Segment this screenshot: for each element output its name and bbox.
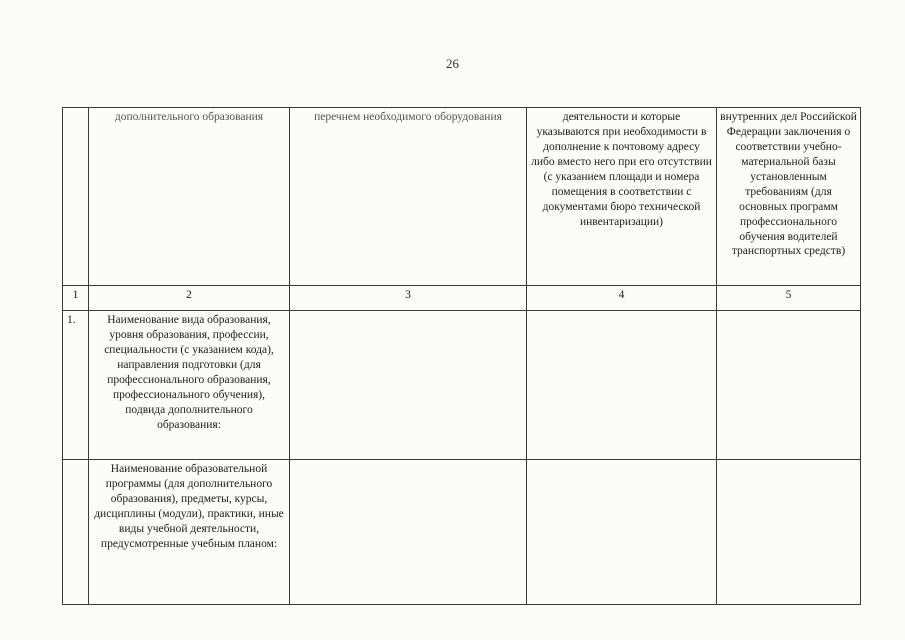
cell-continuation-1 bbox=[63, 108, 89, 286]
cell-continuation-5: внутренних дел Российской Федерации заключения о соответствии учебно-материальной базы установленным требованиям (для основных программ профессионального обучения водителей транспортных средств) bbox=[717, 108, 861, 286]
row-label: Наименование вида образования, уровня образования, профессии, специальности (с указанием кода), направления подготовки (для профессионального образования, профессионального обучения), подвида дополнительного образования: bbox=[89, 311, 290, 460]
column-number-1: 1 bbox=[63, 286, 89, 311]
column-number-2: 2 bbox=[89, 286, 290, 311]
table-row-continuation bbox=[63, 108, 861, 286]
cell-continuation-2: дополнительного образования bbox=[89, 108, 290, 286]
table-row bbox=[63, 460, 861, 605]
page-number: 26 bbox=[446, 56, 459, 71]
table-row bbox=[63, 311, 861, 460]
column-number-5: 5 bbox=[717, 286, 861, 311]
row-number: 1. bbox=[63, 311, 89, 460]
document-table bbox=[62, 107, 861, 605]
empty-cell bbox=[290, 311, 527, 460]
table-row-column-numbers bbox=[63, 286, 861, 311]
row-number bbox=[63, 460, 89, 605]
column-number-3: 3 bbox=[290, 286, 527, 311]
empty-cell bbox=[717, 460, 861, 605]
row-label: Наименование образовательной программы (для дополнительного образования), предметы, курсы, дисциплины (модули), практики, иные виды учебной деятельности, предусмотренные учебным планом: bbox=[89, 460, 290, 605]
column-number-4: 4 bbox=[527, 286, 717, 311]
empty-cell bbox=[290, 460, 527, 605]
empty-cell bbox=[527, 460, 717, 605]
cell-continuation-4: деятельности и которые указываются при необходимости в дополнение к почтовому адресу либо вместо него при его отсутствии (с указанием площади и номера помещения в соответствии с документами бюро технической инвентаризации) bbox=[527, 108, 717, 286]
empty-cell bbox=[717, 311, 861, 460]
cell-continuation-3: перечнем необходимого оборудования bbox=[290, 108, 527, 286]
empty-cell bbox=[527, 311, 717, 460]
